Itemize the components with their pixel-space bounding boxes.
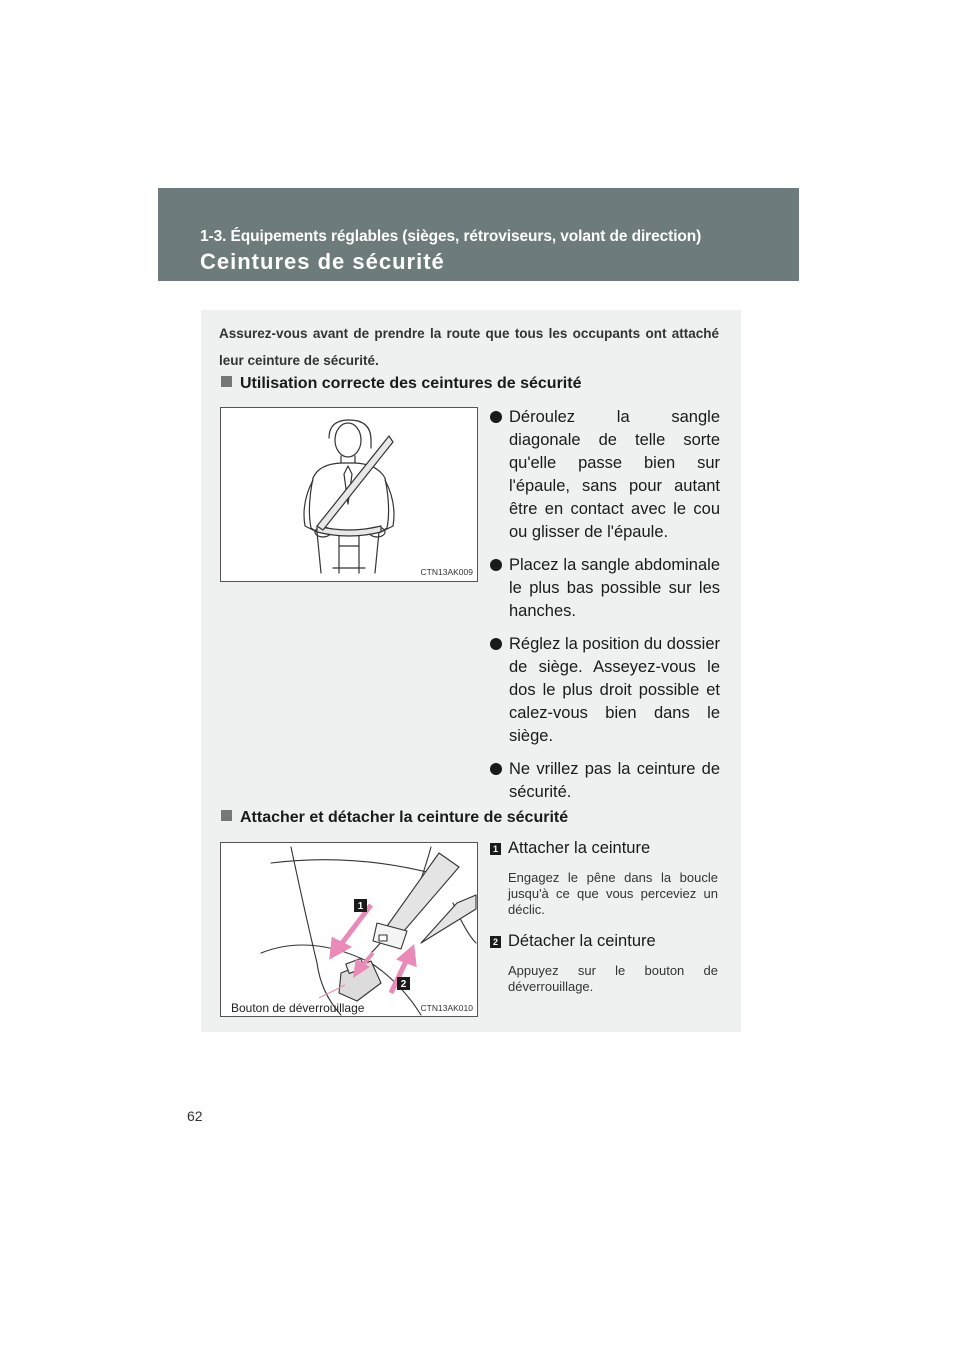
step-1-title [490,838,718,858]
intro-text: Assurez-vous avant de prendre la route que tous les occupants ont attaché leur ceinture de sécurité. [219,326,719,368]
bullet-dot-icon [490,763,502,775]
step-1-desc: Engagez le pêne dans la boucle jusqu'à ce que vous perceviez un déclic. [508,870,718,917]
figure-code: CTN13AK009 [420,567,473,577]
usage-heading [221,375,581,393]
usage-heading-text: Utilisation correcte des ceintures de sécurité [240,375,582,392]
step-2-title-text: Détacher la ceinture [508,932,656,950]
fasten-heading-text: Attacher et détacher la ceinture de sécurité [240,809,569,826]
bullet-dot-icon [490,559,502,571]
step-2-desc: Appuyez sur le bouton de déverrouillage. [508,963,718,994]
bullet-dot-icon [490,411,502,423]
fasten-steps [490,838,718,995]
step-1-number-icon: 1 [490,843,501,855]
seated-occupant-illustration [221,408,477,581]
usage-bullet-text: Déroulez la sangle diagonale de telle sorte qu'elle passe bien sur l'épaule, sans pour autant être en contact avec le cou ou glisser de l'épaule. [509,408,720,541]
square-bullet-icon [221,810,232,821]
usage-bullet-text: Placez la sangle abdominale le plus bas possible sur les hanches. [509,556,720,620]
page-title: Ceintures de sécurité [200,249,445,274]
usage-bullet [490,554,720,623]
page-number: 62 [187,1108,203,1124]
step-tag-1: 1 [357,901,364,912]
section-title: 1-3. Équipements réglables (sièges, rétroviseurs, volant de direction) [200,228,702,245]
figure-seated-occupant [220,407,478,582]
usage-bullet [490,633,720,748]
belt-buckle-illustration [221,843,477,1016]
fasten-heading [221,809,568,827]
step-2-title [490,931,718,951]
bullet-dot-icon [490,638,502,650]
usage-bullet [490,758,720,804]
chapter-header [158,188,799,281]
release-button-label: Bouton de déverrouillage [231,1001,365,1015]
usage-bullet-text: Ne vrillez pas la ceinture de sécurité. [509,760,720,801]
figure-belt-buckle [220,842,478,1017]
step-1-title-text: Attacher la ceinture [508,839,651,857]
usage-bullet-text: Réglez la position du dossier de siège. Asseyez-vous le dos le plus droit possible et calez-vous bien dans le siège. [509,635,720,745]
usage-bullet-list [490,406,720,814]
figure-code: CTN13AK010 [420,1003,473,1013]
step-tag-2: 2 [400,979,407,990]
step-2-number-icon: 2 [490,936,501,948]
square-bullet-icon [221,376,232,387]
usage-bullet [490,406,720,544]
